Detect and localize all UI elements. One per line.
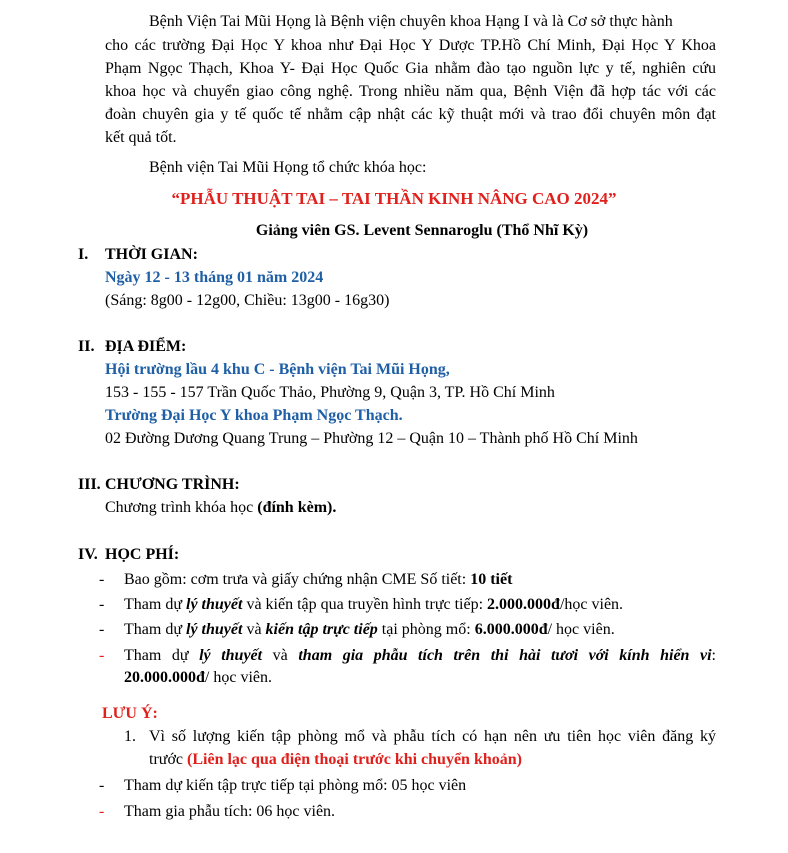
bullet: -	[99, 803, 105, 820]
bullet: -	[99, 596, 105, 613]
fee-item	[124, 570, 512, 590]
intro-line: khoa học và chuyển giao công nghệ. Trong nhiều năm qua, Bệnh Viện đã hợp tác với các	[105, 83, 716, 100]
section-number: II.	[78, 338, 95, 355]
fee-text: tại phòng mổ:	[377, 621, 475, 638]
fee-text: / học viên.	[204, 669, 272, 686]
fee-item	[124, 620, 615, 640]
section-heading-program: CHƯƠNG TRÌNH:	[105, 476, 240, 493]
fee-emph: lý thuyết	[186, 596, 243, 613]
fee-item-cont	[124, 668, 272, 688]
fee-text: và	[272, 647, 299, 664]
note-heading: LƯU Ý:	[102, 705, 158, 722]
fee-emph: lý thuyết	[186, 621, 243, 638]
intro-line: Phạm Ngọc Thạch, Khoa Y- Đại Học Quốc Gia nhằm đào tạo nguồn lực y tế, nghiên cứu	[105, 60, 716, 77]
bullet: -	[99, 647, 105, 664]
section-number: I.	[78, 246, 89, 263]
address-1: 153 - 155 - 157 Trần Quốc Thảo, Phường 9, Quận 3, TP. Hồ Chí Minh	[105, 384, 555, 401]
section-heading-place: ĐỊA ĐIỂM:	[105, 338, 187, 355]
fee-text: Bao gồm: cơm trưa và giấy chứng nhận CME Số tiết:	[124, 571, 471, 588]
fee-text: / học viên.	[547, 621, 615, 638]
venue-2: Trường Đại Học Y khoa Phạm Ngọc Thạch.	[105, 407, 403, 424]
fee-text: Tham dự	[124, 596, 186, 613]
venue-1: Hội trường lầu 4 khu C - Bệnh viện Tai Mũi Họng,	[105, 361, 450, 378]
note-item: Tham dự kiến tập trực tiếp tại phòng mổ: 05 học viên	[124, 777, 467, 794]
section-number: IV.	[78, 546, 98, 563]
bullet: -	[99, 571, 105, 588]
fee-item	[124, 646, 716, 666]
fee-text: và	[242, 621, 266, 638]
event-hours: (Sáng: 8g00 - 12g00, Chiều: 13g00 - 16g30)	[105, 292, 390, 309]
fee-text: /học viên.	[559, 596, 624, 613]
fee-item	[124, 595, 623, 615]
lecturer: Giảng viên GS. Levent Sennaroglu (Thổ Nhĩ Kỳ)	[255, 222, 589, 239]
note-item: Tham gia phẫu tích: 06 học viên.	[124, 803, 336, 820]
intro-line: Bệnh Viện Tai Mũi Họng là Bệnh viện chuyên khoa Hạng I và là Cơ sở thực hành	[149, 13, 673, 30]
fee-text: Tham dự	[124, 621, 186, 638]
fee-text: :	[711, 647, 716, 664]
intro-line: đoàn chuyên gia y tế quốc tế nhằm cập nhật các kỹ thuật mới và trao đổi chuyên môn đạt	[105, 106, 716, 123]
organize-text: Bệnh viện Tai Mũi Họng tổ chức khóa học:	[149, 159, 427, 176]
fee-value: 2.000.000đ	[487, 596, 560, 613]
program-label: Chương trình khóa học	[105, 499, 258, 516]
section-number: III.	[78, 476, 101, 493]
note-text: trước	[149, 751, 188, 768]
section-heading-time: THỜI GIAN:	[105, 246, 198, 263]
bullet: -	[99, 621, 105, 638]
address-2: 02 Đường Dương Quang Trung – Phường 12 – Quận 10 – Thành phố Hồ Chí Minh	[105, 430, 638, 447]
course-title: “PHẪU THUẬT TAI – TAI THẦN KINH NÂNG CAO 2024”	[171, 189, 617, 208]
fee-value: 20.000.000đ	[124, 669, 205, 686]
note-number: 1.	[124, 728, 136, 745]
section-heading-fee: HỌC PHÍ:	[105, 546, 180, 563]
intro-line: cho các trường Đại Học Y khoa như Đại Học Y Dược TP.Hồ Chí Minh, Đại Học Y Khoa	[105, 37, 716, 54]
intro-line: kết quả tốt.	[105, 129, 177, 146]
note-contact: (Liên lạc qua điện thoại trước khi chuyển khoản)	[187, 751, 522, 768]
fee-emph: tham gia phẫu tích trên thi hài tươi với kính hiển vi	[298, 647, 712, 664]
fee-value: 10 tiết	[470, 571, 513, 588]
event-date: Ngày 12 - 13 tháng 01 năm 2024	[105, 269, 324, 286]
note-line: Vì số lượng kiến tập phòng mổ và phẫu tích có hạn nên ưu tiên học viên đăng ký	[149, 728, 716, 745]
program-attached: (đính kèm).	[257, 499, 337, 516]
fee-text: Tham dự	[124, 647, 200, 664]
bullet: -	[99, 777, 105, 794]
note-line	[149, 750, 522, 770]
program-text	[105, 498, 336, 518]
fee-emph: lý thuyết	[199, 647, 263, 664]
fee-emph: kiến tập trực tiếp	[265, 621, 378, 638]
fee-text: và kiến tập qua truyền hình trực tiếp:	[242, 596, 488, 613]
fee-value: 6.000.000đ	[474, 621, 548, 638]
